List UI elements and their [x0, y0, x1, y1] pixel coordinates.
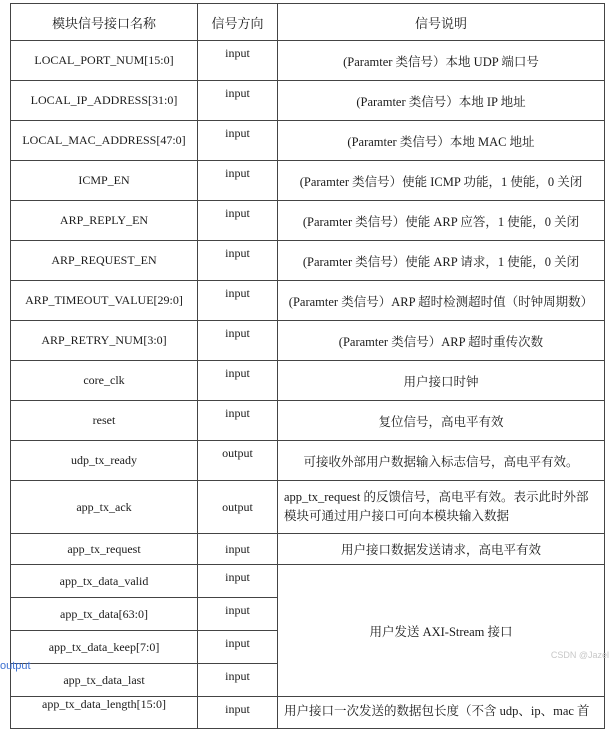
- table-row: [11, 281, 605, 321]
- signal-description: app_tx_request 的反馈信号，高电平有效。表示此时外部模块可通过用户接口可向本模块输入数据: [278, 481, 605, 534]
- signal-name: ARP_REQUEST_EN: [11, 241, 198, 281]
- table-row: [11, 41, 605, 81]
- table-row: [11, 481, 605, 534]
- signal-name: app_tx_data_last: [11, 664, 198, 697]
- signal-name: app_tx_data_valid: [11, 565, 198, 598]
- signal-description: (Paramter 类信号）使能 ARP 应答，1 使能，0 关闭: [278, 201, 605, 241]
- table-row: [11, 441, 605, 481]
- signal-direction: input: [198, 401, 278, 441]
- signal-description: (Paramter 类信号）ARP 超时检测超时值（时钟周期数）: [278, 281, 605, 321]
- signal-name: reset: [11, 401, 198, 441]
- signal-name: core_clk: [11, 361, 198, 401]
- signal-name: ARP_RETRY_NUM[3:0]: [11, 321, 198, 361]
- signal-name: ICMP_EN: [11, 161, 198, 201]
- signal-name: app_tx_request: [11, 534, 198, 565]
- table-row: [11, 241, 605, 281]
- signal-direction: input: [198, 697, 278, 729]
- signal-direction: input: [198, 361, 278, 401]
- table-row: [11, 321, 605, 361]
- signal-interface-table: [10, 3, 605, 729]
- signal-direction: input: [198, 664, 278, 697]
- signal-name: app_tx_data_keep[7:0]: [11, 631, 198, 664]
- signal-name: app_tx_ack: [11, 481, 198, 534]
- signal-direction: output: [198, 441, 278, 481]
- signal-description: (Paramter 类信号）本地 UDP 端口号: [278, 41, 605, 81]
- signal-direction: input: [198, 241, 278, 281]
- table-row: [11, 361, 605, 401]
- signal-description: 可接收外部用户数据输入标志信号，高电平有效。: [278, 441, 605, 481]
- signal-direction: input: [198, 321, 278, 361]
- signal-description: 用户接口数据发送请求，高电平有效: [278, 534, 605, 565]
- signal-name: app_tx_data_length[15:0]: [11, 697, 198, 729]
- table-row: [11, 401, 605, 441]
- signal-name: LOCAL_MAC_ADDRESS[47:0]: [11, 121, 198, 161]
- signal-name: ARP_TIMEOUT_VALUE[29:0]: [11, 281, 198, 321]
- signal-name: LOCAL_PORT_NUM[15:0]: [11, 41, 198, 81]
- signal-description: 用户接口时钟: [278, 361, 605, 401]
- table-header-row: [11, 4, 605, 41]
- signal-description: (Paramter 类信号）使能 ARP 请求，1 使能，0 关闭: [278, 241, 605, 281]
- signal-description-merged: 用户发送 AXI-Stream 接口: [278, 565, 605, 697]
- signal-name: ARP_REPLY_EN: [11, 201, 198, 241]
- signal-description: (Paramter 类信号）使能 ICMP 功能，1 使能，0 关闭: [278, 161, 605, 201]
- signal-direction: input: [198, 201, 278, 241]
- signal-description: (Paramter 类信号）本地 MAC 地址: [278, 121, 605, 161]
- signal-direction: input: [198, 281, 278, 321]
- signal-direction: input: [198, 81, 278, 121]
- signal-direction: input: [198, 41, 278, 81]
- header-signal-description: 信号说明: [278, 4, 605, 41]
- watermark: CSDN @Jazel: [550, 650, 609, 660]
- header-signal-name: 模块信号接口名称: [11, 4, 198, 41]
- table-row: [11, 534, 605, 565]
- table-row: [11, 565, 605, 598]
- signal-description: (Paramter 类信号）本地 IP 地址: [278, 81, 605, 121]
- table-row: [11, 121, 605, 161]
- table-row: [11, 161, 605, 201]
- table-row: [11, 81, 605, 121]
- signal-direction: input: [198, 121, 278, 161]
- signal-direction: input: [198, 598, 278, 631]
- signal-description: 用户接口一次发送的数据包长度（不含 udp、ip、mac 首: [278, 697, 605, 729]
- header-signal-direction: 信号方向: [198, 4, 278, 41]
- signal-direction: input: [198, 631, 278, 664]
- signal-direction: output: [198, 481, 278, 534]
- signal-name: udp_tx_ready: [11, 441, 198, 481]
- overflow-cell-text: output: [0, 660, 31, 672]
- signal-description: 复位信号，高电平有效: [278, 401, 605, 441]
- signal-direction: input: [198, 565, 278, 598]
- signal-description: (Paramter 类信号）ARP 超时重传次数: [278, 321, 605, 361]
- signal-direction: input: [198, 161, 278, 201]
- table-row: [11, 697, 605, 729]
- signal-name: LOCAL_IP_ADDRESS[31:0]: [11, 81, 198, 121]
- signal-direction: input: [198, 534, 278, 565]
- signal-name: app_tx_data[63:0]: [11, 598, 198, 631]
- table-row: [11, 201, 605, 241]
